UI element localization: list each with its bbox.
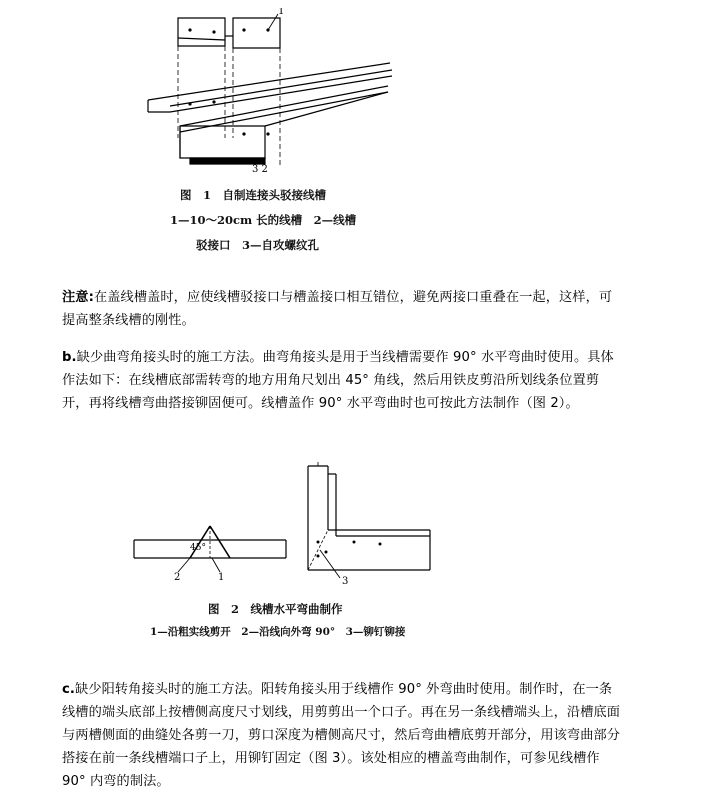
figure-2-right-drawing — [300, 460, 435, 590]
section-c-label: c. — [62, 682, 76, 697]
figure-1-caption-line-3: 驳接口 3—自攻螺纹孔 — [196, 238, 320, 252]
note-paragraph — [62, 286, 622, 332]
figure-1-drawing — [130, 8, 400, 176]
figure-2-callout-2: 2 — [174, 572, 181, 583]
figure-1-caption-line-2: 1—10～20cm 长的线槽 2—线槽 — [170, 213, 357, 227]
note-label: 注意: — [62, 290, 94, 305]
section-b-label: b. — [62, 350, 77, 365]
section-b-paragraph — [62, 346, 622, 415]
figure-2-callout-3: 3 — [342, 576, 349, 587]
figure-2-caption-line-2: 1—沿粗实线剪开 2—沿线向外弯 90° 3—铆钉铆接 — [150, 626, 406, 638]
section-c-text: 缺少阳转角接头时的施工方法。阳转角接头用于线槽作 90° 外弯曲时使用。制作时，在一条线槽的端头底部上按槽侧高度尺寸划线，用剪剪出一个口子。再在另一条线槽端头上，沿槽底面与两槽侧面的曲缝处各剪一刀，剪口深度为槽侧高尺寸，然后弯曲槽底剪开部分，用该弯曲部分搭接在前一条线槽端口子上，用铆钉固定（图 3）。该处相应的槽盖弯曲制作，可参见线槽作 90° 内弯的制法。 — [62, 682, 621, 789]
figure-2-caption-line-1: 图 2 线槽水平弯曲制作 — [208, 602, 343, 616]
figure-2-callout-1: 1 — [218, 572, 225, 583]
figure-2-angle-label: 45° — [190, 543, 206, 553]
figure-1-caption-line-1: 图 1 自制连接头驳接线槽 — [180, 188, 327, 202]
figure-2-left-drawing — [130, 520, 290, 590]
figure-1-callout-3-2: 3 2 — [252, 164, 268, 175]
section-b-text: 缺少曲弯角接头时的施工方法。曲弯角接头是用于当线槽需要作 90° 水平弯曲时使用。具体作法如下：在线槽底部需转弯的地方用角尺划出 45° 角线，然后用铁皮剪沿所划线条位置剪开，再将线槽弯曲搭接铆固便可。线槽盖作 90° 水平弯曲时也可按此方法制作（图 2）。 — [62, 350, 614, 411]
section-c-paragraph — [62, 678, 622, 793]
figure-1-callout-1: 1 — [278, 8, 285, 17]
note-text: 在盖线槽盖时，应使线槽驳接口与槽盖接口相互错位，避免两接口重叠在一起，这样，可提高整条线槽的刚性。 — [62, 290, 613, 328]
